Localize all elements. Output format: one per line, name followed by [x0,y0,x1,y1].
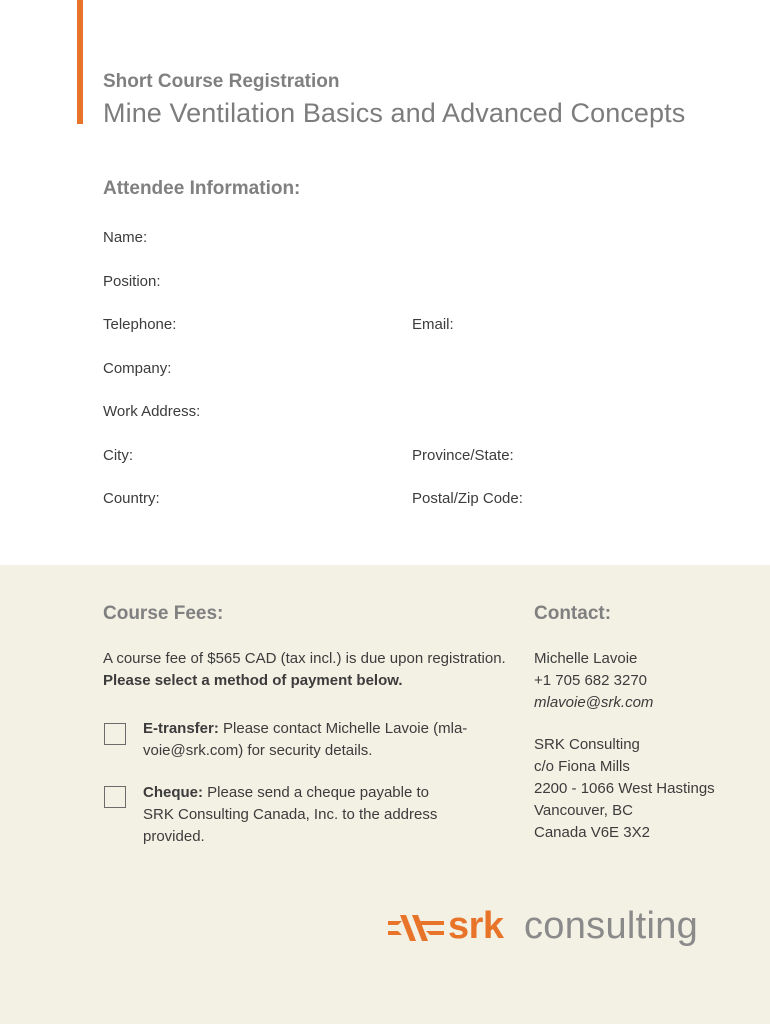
contact-phone: +1 705 682 3270 [534,672,648,689]
province-field[interactable] [518,447,710,466]
mailing-address [534,734,754,844]
etransfer-text: Please contact Michelle Lavoie (mla- [218,720,468,737]
etransfer-option [143,718,483,762]
contact-name: Michelle Lavoie [534,650,638,667]
city-label: City: [103,447,133,464]
srk-logo [388,905,708,951]
page-title: Mine Ventilation Basics and Advanced Concepts [103,98,686,128]
cheque-checkbox[interactable] [104,786,126,808]
logo-brand: srk [448,905,504,947]
position-field[interactable] [165,273,710,292]
address-country: Canada V6E 3X2 [534,824,650,841]
attendee-heading: Attendee Information: [103,178,301,199]
address-care-of: c/o Fiona Mills [534,758,630,775]
cheque-text-2: SRK Consulting Canada, Inc. to the address [143,806,438,823]
form-kicker: Short Course Registration [103,71,340,92]
email-field[interactable] [460,316,710,335]
cheque-label: Cheque: [143,784,203,801]
work-address-field[interactable] [203,403,710,422]
telephone-field[interactable] [180,316,400,335]
email-label: Email: [412,316,454,333]
accent-bar [77,0,83,124]
province-label: Province/State: [412,447,514,464]
address-city: Vancouver, BC [534,802,633,819]
name-label: Name: [103,229,148,246]
payment-instruction: Please select a method of payment below. [103,672,403,689]
work-address-label: Work Address: [103,403,201,420]
srk-mark-icon [388,911,444,945]
company-label: Company: [103,360,172,377]
contact-heading: Contact: [534,603,612,624]
logo-suffix: consulting [524,905,699,947]
contact-email[interactable]: mlavoie@srk.com [534,694,654,711]
postal-field[interactable] [525,490,710,509]
position-label: Position: [103,273,161,290]
address-street: 2200 - 1066 West Hastings [534,780,715,797]
fee-line: A course fee of $565 CAD (tax incl.) is due upon registration. [103,650,506,667]
address-org: SRK Consulting [534,736,640,753]
cheque-option [143,782,483,848]
cheque-text-3: provided. [143,828,205,845]
etransfer-text-2: voie@srk.com) for security details. [143,742,373,759]
country-field[interactable] [165,490,400,509]
city-field[interactable] [140,447,400,466]
company-field[interactable] [172,360,710,379]
postal-label: Postal/Zip Code: [412,490,523,507]
etransfer-checkbox[interactable] [104,723,126,745]
name-field[interactable] [150,229,710,248]
telephone-label: Telephone: [103,316,177,333]
country-label: Country: [103,490,160,507]
course-fees-heading: Course Fees: [103,603,224,624]
contact-block [534,648,754,714]
fee-text [103,648,513,692]
etransfer-label: E-transfer: [143,720,219,737]
cheque-text: Please send a cheque payable to [203,784,430,801]
